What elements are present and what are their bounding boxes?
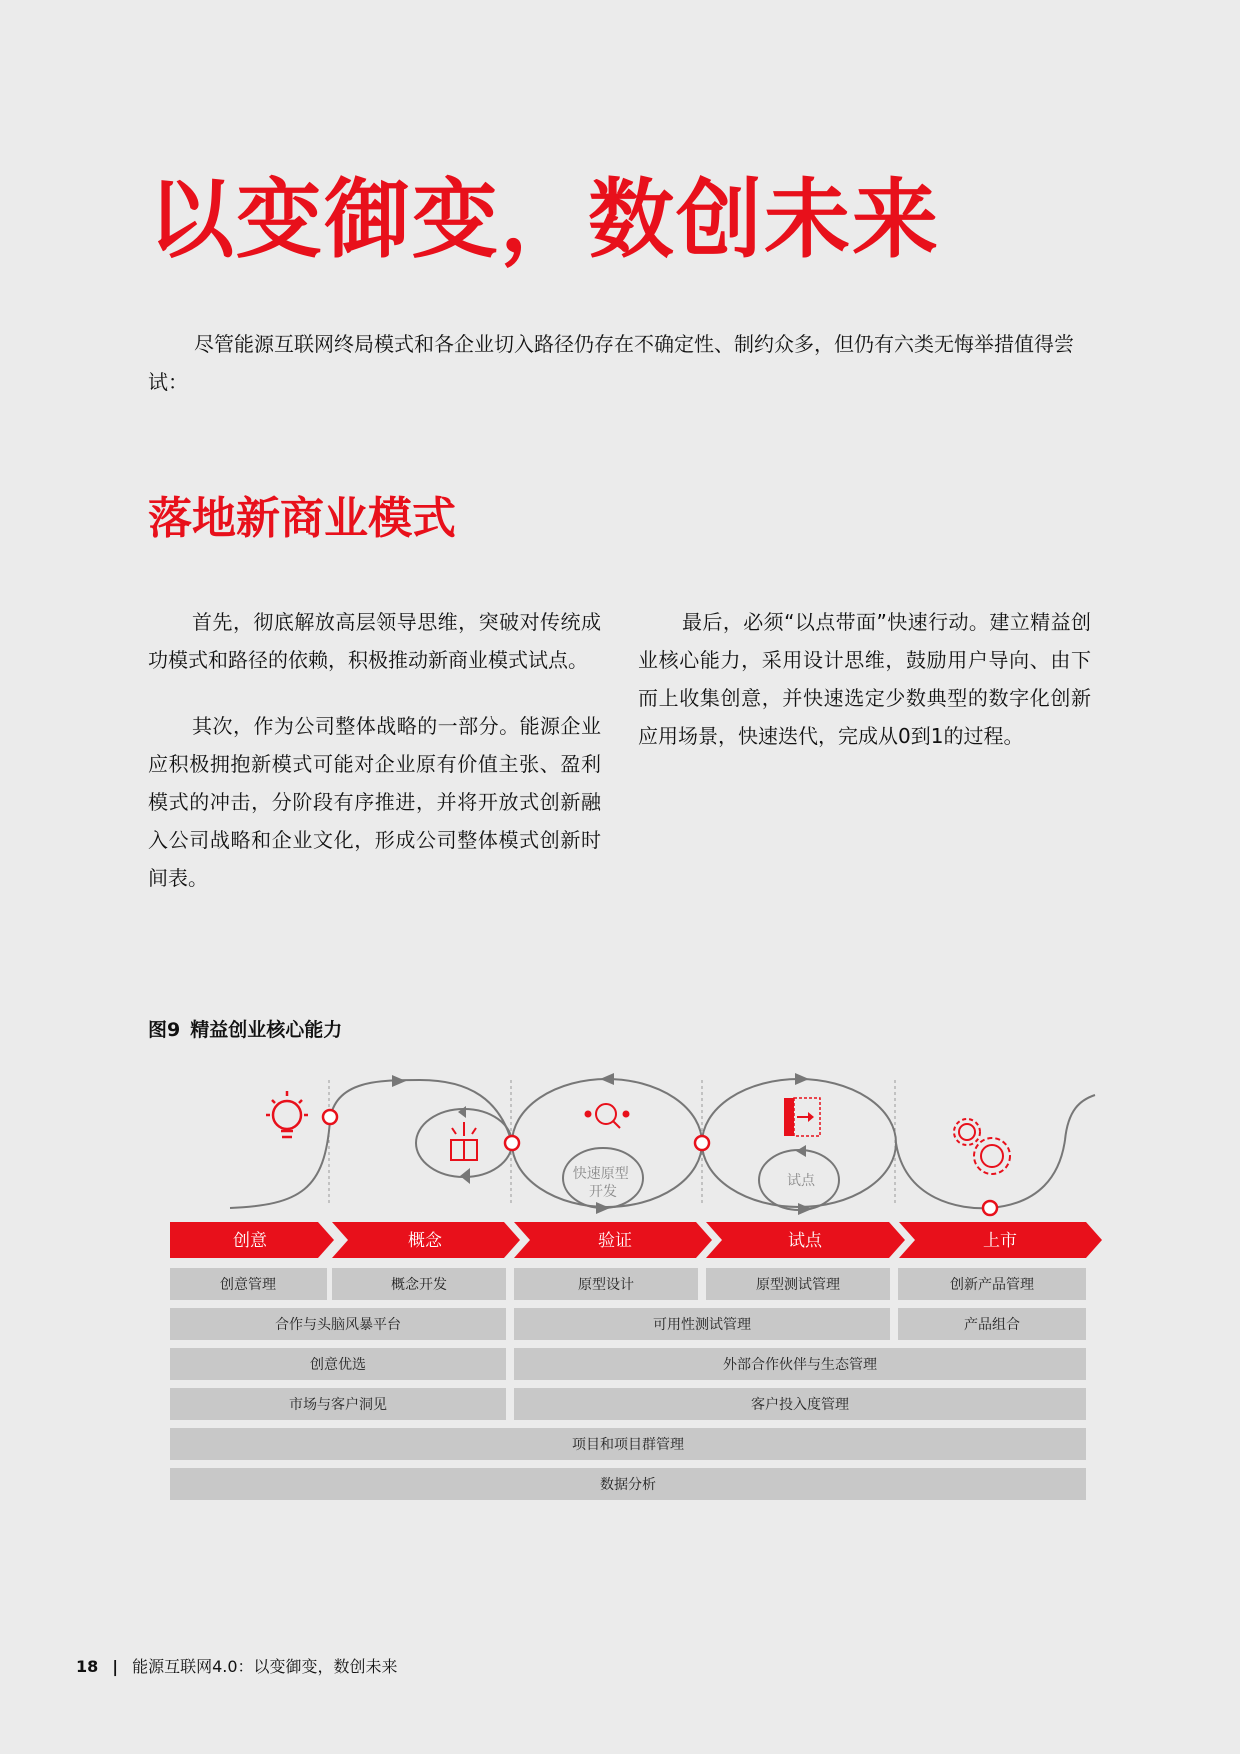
page-title: 以变御变，数创未来 [148, 170, 940, 270]
right-paragraph-1: 最后，必须“以点带面”快速行动。建立精益创业核心能力，采用设计思维，鼓励用户导向、由下而上收集创意，并快速选定少数典型的数字化创新应用场景，快速迭代，完成从0到1的过程。 [638, 610, 1091, 748]
loop-label-prototype [573, 1165, 633, 1200]
loop-label-prototype-line-2: 开发 [589, 1184, 617, 1200]
lightbulb-icon [266, 1091, 308, 1137]
capability-label: 原型设计 [578, 1277, 634, 1293]
capability-label: 原型测试管理 [756, 1277, 840, 1293]
capability-label: 外部合作伙伴与生态管理 [723, 1357, 877, 1373]
capability-label: 概念开发 [391, 1277, 447, 1293]
footer-separator: | [112, 1657, 119, 1676]
intro-paragraph: 尽管能源互联网终局模式和各企业切入路径仍存在不确定性、制约众多，但仍有六类无悔举措值得尝试： [148, 332, 1074, 394]
capability-label: 项目和项目群管理 [572, 1437, 684, 1453]
loop-label-pilot: 试点 [787, 1173, 815, 1189]
box-icon [451, 1122, 477, 1160]
loop-label-prototype-line-1: 快速原型 [572, 1166, 629, 1182]
left-paragraph-1: 首先，彻底解放高层领导思维，突破对传统成功模式和路径的依赖，积极推动新商业模式试点。 [148, 610, 601, 672]
figure-title: 精益创业核心能力 [190, 1019, 343, 1041]
capability-label: 创意管理 [220, 1277, 276, 1293]
capability-label: 可用性测试管理 [653, 1317, 751, 1333]
footer-text: 能源互联网4.0：以变御变，数创未来 [132, 1657, 398, 1676]
gears-icon [954, 1119, 1010, 1174]
capability-label: 创意优选 [310, 1357, 366, 1373]
capability-label: 产品组合 [964, 1317, 1020, 1333]
capability-label: 客户投入度管理 [751, 1397, 849, 1413]
capability-label: 市场与客户洞见 [289, 1397, 387, 1413]
capability-label: 数据分析 [600, 1477, 656, 1493]
phase-label-5: 上市 [983, 1231, 1017, 1251]
left-paragraph-2: 其次，作为公司整体战略的一部分。能源企业应积极拥抱新模式可能对企业原有价值主张、盈利模式的冲击，分阶段有序推进，并将开放式创新融入公司战略和企业文化，形成公司整体模式创新时间表。 [148, 714, 601, 890]
figure-number: 图9 [148, 1019, 181, 1041]
phase-label-3: 验证 [598, 1231, 632, 1251]
phase-label-2: 概念 [408, 1231, 442, 1251]
section-title: 落地新商业模式 [148, 493, 456, 544]
phase-chevrons [170, 1222, 1102, 1258]
capability-label: 合作与头脑风暴平台 [275, 1317, 401, 1333]
phase-label-4: 试点 [788, 1231, 822, 1251]
capability-label: 创新产品管理 [950, 1277, 1034, 1293]
page-footer [76, 1654, 398, 1677]
page-number: 18 [76, 1657, 99, 1676]
phase-label-1: 创意 [233, 1231, 267, 1251]
search-icon [586, 1104, 629, 1128]
door-exit-icon [784, 1098, 820, 1136]
capability-boxes [170, 1268, 1086, 1500]
